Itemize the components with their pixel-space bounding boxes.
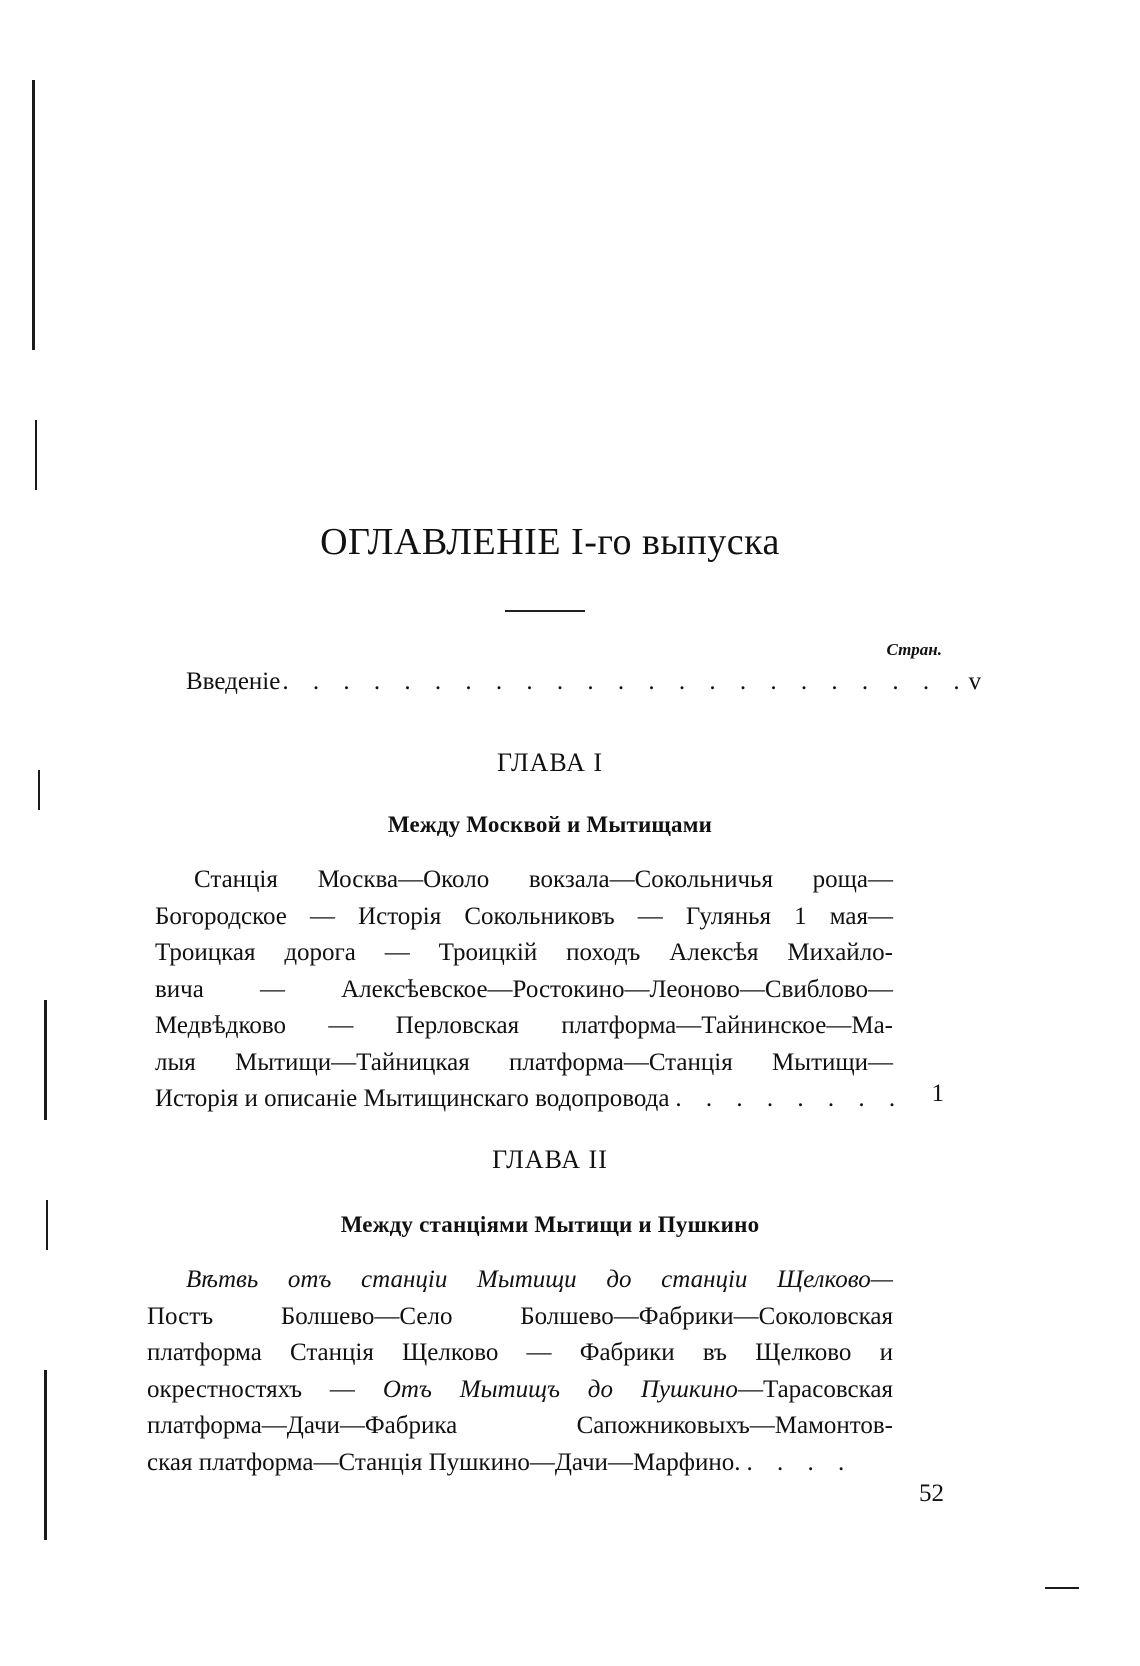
scan-edge-mark	[38, 770, 40, 810]
summary-line: Станцiя Москва—Около вокзала—Сокольничья роща—	[194, 866, 893, 893]
scan-edge-mark	[35, 420, 37, 490]
summary-line: Вѣтвь отъ станцiи Мытищи до станцiи Щелково—	[186, 1266, 893, 1293]
toc-page-number: 52	[919, 1480, 944, 1507]
pages-column-label: Стран.	[886, 640, 942, 659]
chapter-summary	[147, 1262, 893, 1481]
scan-edge-mark	[46, 1200, 48, 1250]
toc-entry-intro	[186, 668, 982, 696]
scan-edge-mark	[32, 80, 35, 350]
dot-leader: . . . .	[746, 1448, 854, 1476]
page-title: ОГЛАВЛЕНIЕ I-го выпуска	[320, 521, 780, 563]
summary-line: платформа Станцiя Щелково — Фабрики въ Щелково и	[147, 1339, 893, 1366]
chapter-heading: ГЛАВА I	[496, 748, 604, 777]
summary-line: Богородское — Исторiя Сокольниковъ — Гулянья 1 мая—	[155, 902, 893, 930]
summary-line: Троицкая дорога — Троицкiй походъ Алексѣя Михайло-	[155, 939, 893, 966]
summary-line: платформа—Дачи—Фабрика Сапожниковыхъ—Мамонтов-	[147, 1412, 893, 1439]
scan-edge-mark	[1045, 1587, 1079, 1589]
toc-entry-label: Введенiе	[186, 668, 281, 695]
summary-italic-text: Отъ Мытищъ до Пушкино	[382, 1375, 738, 1403]
summary-line-text: ская платформа—Станцiя Пушкино—Дачи—Марфино.	[147, 1448, 741, 1476]
summary-line: лыя Мытищи—Тайницкая платформа—Станцiя Мытищи—	[155, 1048, 893, 1076]
title-divider	[505, 610, 585, 612]
summary-line	[147, 1445, 893, 1482]
toc-page-number: v	[968, 668, 982, 695]
chapter-subtitle: Между станцiями Мытищи и Пушкино	[340, 1212, 760, 1237]
chapter-summary	[155, 862, 905, 1118]
summary-line-text: Исторiя и описанiе Мытищинскаго водопровода	[155, 1085, 670, 1112]
scan-edge-mark	[44, 1000, 47, 1120]
summary-text: —Тарасовская	[737, 1375, 893, 1403]
summary-line: Медвѣдково — Перловская платформа—Тайнинское—Ма-	[155, 1012, 893, 1039]
summary-line: вича — Алексѣевское—Ростокино—Леоново—Свиблово—	[155, 975, 893, 1003]
toc-page-number: 1	[931, 1080, 944, 1107]
scan-edge-mark	[44, 1370, 47, 1540]
chapter-subtitle: Между Москвой и Мытищами	[387, 812, 713, 837]
summary-line: Постъ Болшево—Село Болшево—Фабрики—Соколовская	[147, 1302, 893, 1330]
summary-line	[147, 1372, 893, 1409]
dot-leader: . . . . . . . .	[675, 1085, 905, 1112]
summary-text: окрестностяхъ —	[147, 1375, 383, 1403]
dot-leader: . . . . . . . . . . . . . . . . . . . . . . .	[282, 668, 969, 695]
chapter-heading: ГЛАВА II	[492, 1145, 608, 1174]
summary-line	[155, 1081, 905, 1118]
